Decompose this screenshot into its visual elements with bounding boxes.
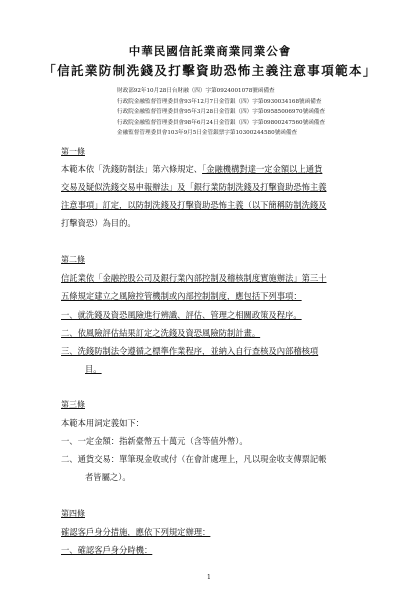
article-2-line: 五條規定建立之風險控管機制或內部控制制度，應包括下列事項：: [61, 291, 302, 301]
article-1-heading: 第一條: [61, 147, 85, 156]
article-2-heading: 第二條: [61, 255, 85, 264]
page-number: 1: [207, 574, 211, 581]
approval-line: 行政院金融監督管理委員會98年6月24日金管銀（四）字第09800247560號函備查: [117, 119, 325, 126]
article-1-line: 交易及疑似洗錢交易申報辦法」及「銀行業防制洗錢及打擊資助恐怖主義: [61, 182, 327, 192]
article-3-item-cont: 者皆屬之）。: [85, 472, 131, 482]
article-2-item: 三、洗錢防制法令遵循之標準作業程序，並納入自行查核及內部稽核項: [61, 346, 319, 356]
article-2-item-cont: 目。: [85, 364, 102, 374]
approval-line: 行政院金融監督管理委員會95年3月28日金管銀（四）字第09585006970號函備查: [117, 109, 325, 115]
approval-line: 金融監督管理委員會103年9月5日金管銀票字第10300244580號函備查: [117, 130, 298, 136]
article-3-item: 二、通貨交易：單筆現金收或付（在會計處理上，凡以現金收支傳票記帳: [61, 454, 327, 464]
article-4-intro: 確認客戶身分措施，應依下列規定辦理：: [61, 527, 211, 537]
approval-line: 行政院金融監督管理委員會93年12月7日金管銀（四）字第0930034168號函備查: [117, 98, 322, 105]
document-title: 「信託業防制洗錢及打擊資助恐怖主義注意事項範本」: [43, 63, 377, 78]
association-title: 中華民國信託業商業同業公會: [128, 44, 292, 58]
article-3-heading: 第三條: [61, 400, 85, 409]
article-3-intro: 本範本用詞定義如下：: [61, 418, 144, 428]
article-4-item: 一、確認客戶身分時機：: [61, 545, 153, 555]
article-1-line: 打擊資恐）為目的。: [61, 218, 136, 228]
article-1-line: 本範本依「洗錢防制法」第六條規定、「金融機構對達一定金額以上通貨: [61, 164, 323, 174]
article-2-item: 一、就洗錢及資恐風險進行辨識、評估、管理之相關政策及程序。: [61, 310, 302, 320]
article-4-heading: 第四條: [61, 509, 85, 518]
article-2-item: 二、依風險評估結果訂定之洗錢及資恐風險防制計畫。: [61, 328, 261, 338]
approval-line: 財政部92年10月28日台財融（四）字第0924001078號函備查: [117, 88, 275, 94]
article-1-line: 注意事項」訂定，以防制洗錢及打擊資助恐怖主義（以下簡稱防制洗錢及: [61, 200, 327, 210]
article-2-line: 信託業依「金融控股公司及銀行業內部控制及稽核制度實施辦法」第三十: [61, 273, 327, 283]
article-3-item: 一、一定金額：指新臺幣五十萬元（含等值外幣）。: [61, 436, 248, 446]
